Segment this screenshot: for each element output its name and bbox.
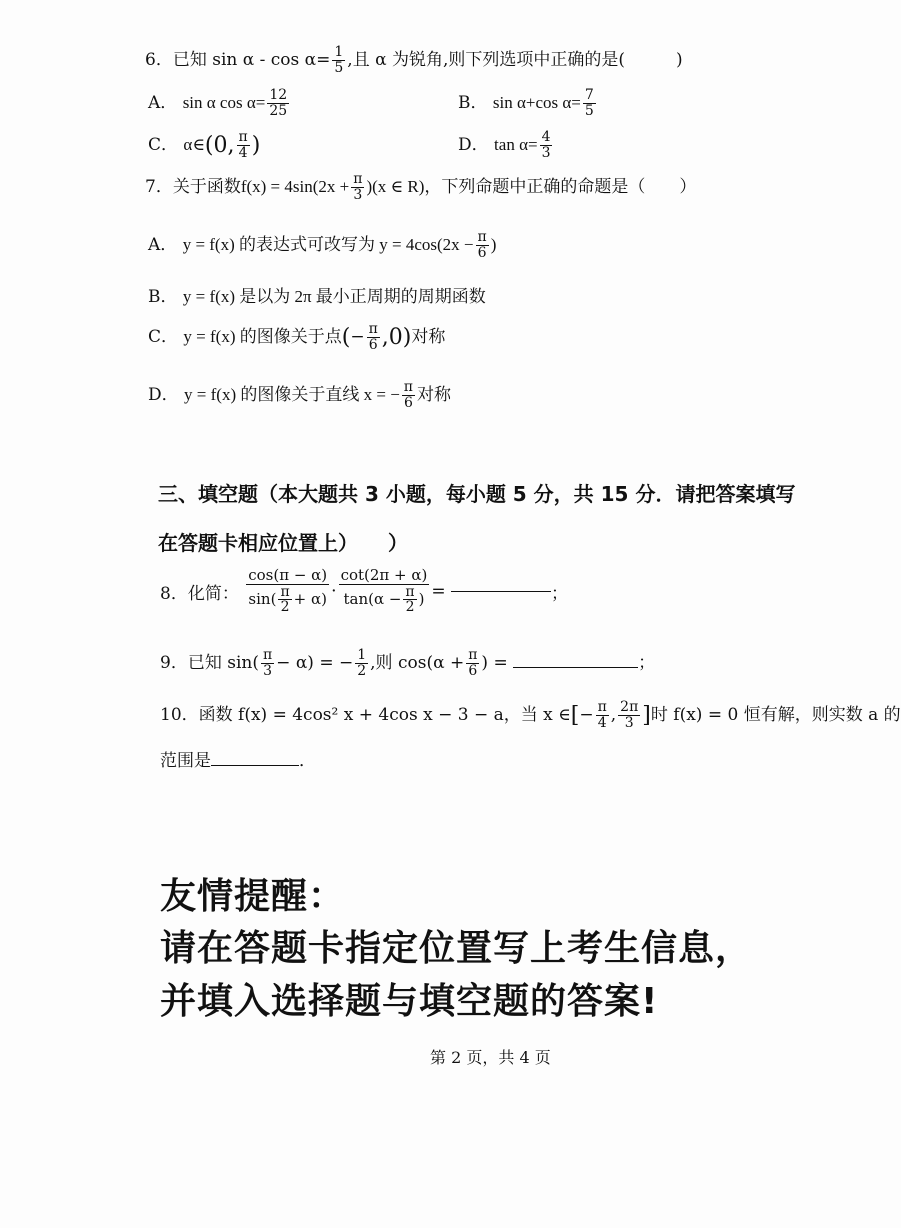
reminder-line-2: 并填入选择题与填空题的答案! bbox=[160, 981, 659, 1022]
q7-option-c: C． y = f(x) 的图像关于点(− $\frac{\pi}{6}$ ,0)对称 bbox=[148, 321, 446, 353]
q7-option-a: A． y = f(x) 的表达式可改写为 y = 4cos(2x − $\frac{\pi}{6}$ ) bbox=[148, 229, 497, 261]
q8-fraction-2: cot(2π + α) tan(α − $\frac{\pi}{2}$ ) bbox=[340, 566, 428, 616]
section3-title: 三、填空题（本大题共 3 小题，每小题 5 分，共 15 分．请把答案填写 bbox=[158, 482, 796, 506]
q8-line: 8．化简： cos(π − α) sin( $\frac{\pi}{2}$ + α) · cot(2π + α) tan(α − $\frac{\pi}{2}$ ) = ； bbox=[160, 566, 569, 616]
q10-answer-blank[interactable] bbox=[211, 765, 299, 766]
reminder-title: 友情提醒： bbox=[160, 876, 346, 917]
q6-option-a: A． sin α cos α= $\frac{12}{25}$ bbox=[148, 87, 288, 119]
q7-option-d: D． y = f(x) 的图像关于直线 x = − $\frac{\pi}{6}$ 对称 bbox=[148, 379, 451, 411]
q6-option-d: D． tan α= $\frac{4}{3}$ bbox=[458, 129, 551, 161]
q7-stem: 7．关于函数f(x) = 4sin(2x + $\frac{\pi}{3}$ )(x ∈ R)，下列命题中正确的命题是（ ） bbox=[145, 171, 697, 203]
q6-frac: $\frac{1}{5}$ bbox=[334, 44, 344, 76]
q6-stem: 6．已知 sin α - cos α= $\frac{1}{5}$ ,且 α 为锐角,则下列选项中正确的是( ) bbox=[145, 44, 683, 76]
q10-line: 10．函数 f(x) = 4cos² x + 4cos x − 3 − a，当 x ∈[− $\frac{\pi}{4}$ , $\frac{2\pi}{3}$ ]时 f(x) = 0 恒有解，则实数 a 的 bbox=[160, 699, 901, 731]
q8-answer-blank[interactable] bbox=[451, 591, 551, 592]
q8-fraction-1: cos(π − α) sin( $\frac{\pi}{2}$ + α) bbox=[248, 566, 328, 616]
q6-option-b: B． sin α+cos α= $\frac{7}{5}$ bbox=[458, 87, 594, 119]
section3-title-cont: 在答题卡相应位置上） ） bbox=[158, 531, 408, 555]
q7-option-b: B． y = f(x) 是以为 2π 最小正周期的周期函数 bbox=[148, 287, 486, 307]
q9-answer-blank[interactable] bbox=[513, 667, 638, 668]
q6-option-c: C． α∈(0, $\frac{\pi}{4}$ ) bbox=[148, 129, 261, 161]
q10-line-2: 范围是 ． bbox=[160, 751, 316, 771]
page-number: 第 2 页，共 4 页 bbox=[430, 1048, 551, 1067]
q9-line: 9．已知 sin( $\frac{\pi}{3}$ − α) = − $\frac{1}{2}$ ,则 cos(α + $\frac{\pi}{6}$ ) = ； bbox=[160, 647, 656, 679]
reminder-line-1: 请在答题卡指定位置写上考生信息， bbox=[160, 928, 753, 969]
